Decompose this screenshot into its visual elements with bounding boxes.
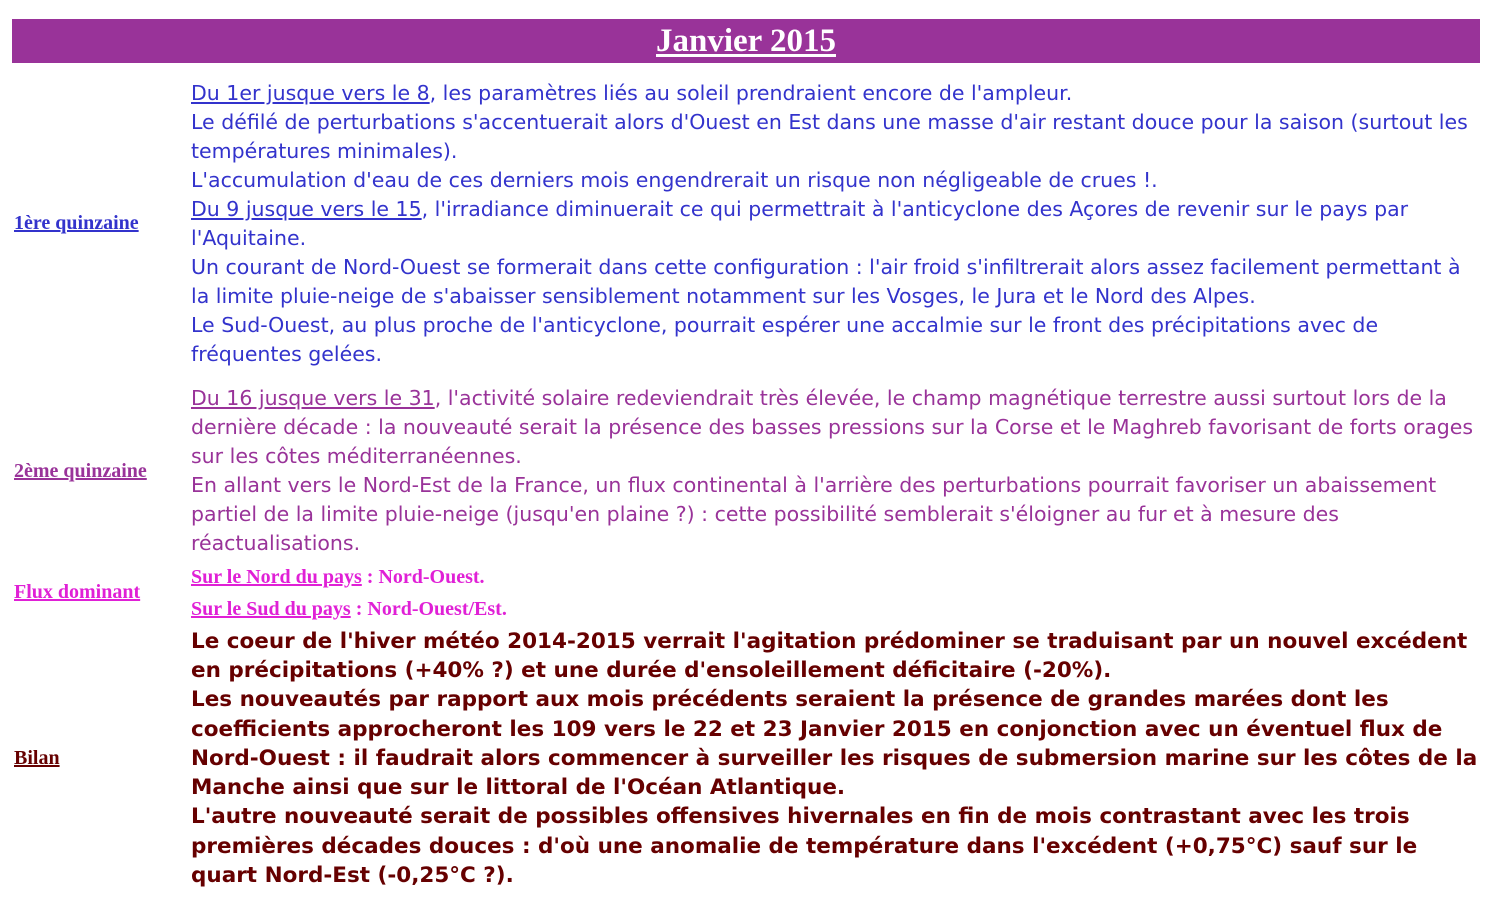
- paragraph: [191, 802, 1480, 890]
- period-lead: Du 9 jusque vers le 15: [191, 196, 422, 221]
- section-content-dominant-flow: [191, 561, 1480, 625]
- paragraph: [191, 471, 1480, 558]
- paragraph: [191, 108, 1480, 166]
- section-label-summary: Bilan: [14, 747, 60, 769]
- paragraph: [191, 627, 1480, 685]
- paragraph-text: Le coeur de l'hiver météo 2014-2015 verrait l'agitation prédominer se traduisant par un nouvel excédent en précipitations (+40% ?) et une durée d'ensoleillement déficitaire (-20%).: [191, 629, 1468, 684]
- section-first-fortnight: [12, 63, 1480, 384]
- paragraph-text: : Nord-Ouest/Est.: [350, 597, 507, 620]
- paragraph-text: Le Sud-Ouest, au plus proche de l'anticyclone, pourrait espérer une accalmie sur le front des précipitations avec de fréquentes gelées.: [191, 312, 1379, 366]
- paragraph: [191, 253, 1480, 311]
- paragraph: [191, 561, 1480, 593]
- period-lead: Du 16 jusque vers le 31: [191, 386, 435, 410]
- section-dominant-flow: [12, 558, 1480, 627]
- section-label-second-fortnight: 2ème quinzaine: [14, 459, 147, 482]
- paragraph-text: L'autre nouveauté serait de possibles offensives hivernales en fin de mois contrastant avec les trois premières décades douces : d'où une anomalie de température dans l'excédent (+0,75°C) sauf sur le quart Nord-Est (-0,25°C ?).: [191, 804, 1418, 888]
- section-label-first-fortnight: 1ère quinzaine: [14, 212, 139, 234]
- paragraph-text: Le défilé de perturbations s'accentuerait alors d'Ouest en Est dans une masse d'air restant douce pour la saison (surtout les températures minimales).: [191, 109, 1468, 163]
- section-content-first-fortnight: [191, 79, 1480, 369]
- paragraph-text: En allant vers le Nord-Est de la France, un flux continental à l'arrière des perturbations pourrait favoriser un abaissement partiel de la limite pluie-neige (jusqu'en plaine ?) : cette possibilité semblerait s'éloigner au fur et à mesure des réactualisations.: [191, 473, 1437, 555]
- section-summary: [12, 627, 1480, 890]
- section-content-summary: [191, 627, 1480, 890]
- forecast-table: [12, 19, 1480, 890]
- period-lead: Du 1er jusque vers le 8: [191, 80, 430, 105]
- paragraph-text: : Nord-Ouest.: [361, 565, 485, 588]
- paragraph-text: , les paramètres liés au soleil prendraient encore de l'ampleur.: [429, 80, 1073, 105]
- region-lead: Sur le Sud du pays: [191, 597, 351, 620]
- paragraph: [191, 311, 1480, 369]
- section-content-second-fortnight: [191, 384, 1480, 558]
- paragraph: [191, 593, 1480, 625]
- paragraph: [191, 79, 1480, 108]
- paragraph: [191, 166, 1480, 195]
- section-second-fortnight: [12, 384, 1480, 558]
- paragraph-text: , l'irradiance diminuerait ce qui permettrait à l'anticyclone des Açores de revenir sur le pays par l'Aquitaine.: [191, 196, 1409, 250]
- section-label-dominant-flow: Flux dominant: [14, 581, 141, 603]
- paragraph: [191, 384, 1480, 471]
- paragraph-text: Les nouveautés par rapport aux mois précédents seraient la présence de grandes marées dont les coefficients approcheront les 109 vers le 22 et 23 Janvier 2015 en conjonction avec un éventuel flux de Nord-Ouest : il faudrait alors commencer à surveiller les risques de submersion marine sur les côtes de la Manche ainsi que sur le littoral de l'Océan Atlantique.: [191, 687, 1478, 801]
- paragraph-text: , l'activité solaire redeviendrait très élevée, le champ magnétique terrestre aussi surtout lors de la dernière décade : la nouveauté serait la présence des basses pressions sur la Corse et le Maghreb favorisant de forts orages sur les côtes méditerranéennes.: [191, 386, 1474, 468]
- paragraph-text: Un courant de Nord-Ouest se formerait dans cette configuration : l'air froid s'infiltrerait alors assez facilement permettant à la limite pluie-neige de s'abaisser sensiblement notamment sur les Vosges, le Jura et le Nord des Alpes.: [191, 254, 1461, 308]
- title-bar: [12, 19, 1480, 63]
- paragraph: [191, 685, 1480, 802]
- region-lead: Sur le Nord du pays: [191, 565, 362, 588]
- paragraph-text: L'accumulation d'eau de ces derniers mois engendrerait un risque non négligeable de crues !.: [191, 167, 1158, 192]
- page-title: Janvier 2015: [656, 22, 836, 59]
- paragraph: [191, 195, 1480, 253]
